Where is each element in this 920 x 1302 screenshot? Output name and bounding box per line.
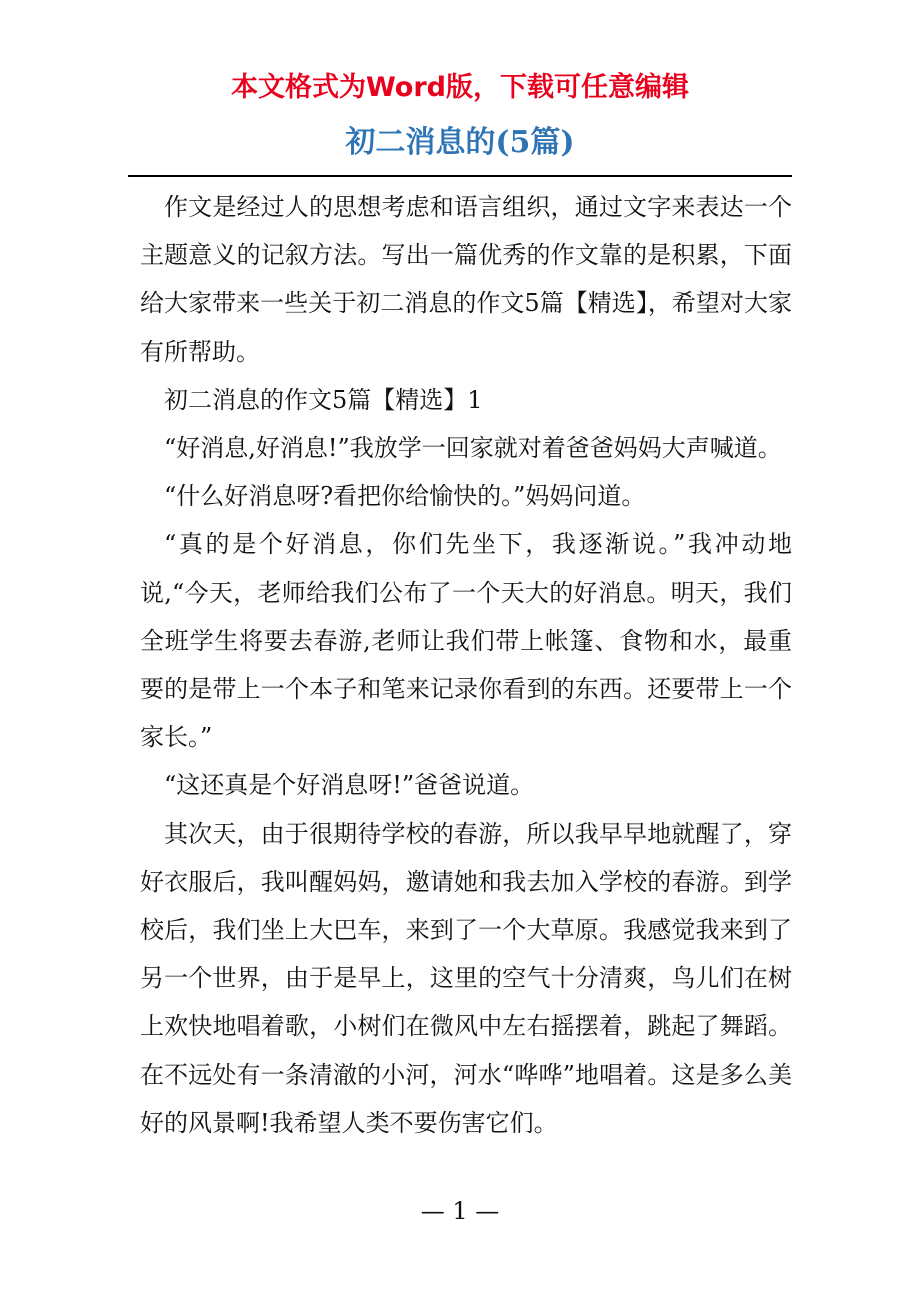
intro-paragraph: 作文是经过人的思想考虑和语言组织，通过文字来表达一个主题意义的记叙方法。写出一篇优秀的作文靠的是积累，下面给大家带来一些关于初二消息的作文5篇【精选】，希望对大家有所帮助。: [140, 193, 792, 366]
title-divider: [128, 175, 792, 177]
format-notice: 本文格式为Word版，下载可任意编辑: [230, 72, 689, 103]
document-body: [140, 183, 792, 1147]
body-paragraph: 其次天，由于很期待学校的春游，所以我早早地就醒了，穿好衣服后，我叫醒妈妈，邀请她和我去加入学校的春游。到学校后，我们坐上大巴车，来到了一个大草原。我感觉我来到了另一个世界，由于是早上，这里的空气十分清爽，鸟儿们在树上欢快地唱着歌，小树们在微风中左右摇摆着，跳起了舞蹈。在不远处有一条清澈的小河，河水“哗哗”地唱着。这是多么美好的风景啊!我希望人类不要伤害它们。: [140, 819, 792, 1137]
body-paragraph: “好消息,好消息!”我放学一回家就对着爸爸妈妈大声喊道。: [164, 434, 782, 463]
body-paragraph: “真的是个好消息，你们先坐下，我逐渐说。”我冲动地说,“今天，老师给我们公布了一个天大的好消息。明天，我们全班学生将要去春游,老师让我们带上帐篷、食物和水，最重要的是带上一个本子和笔来记录你看到的东西。还要带上一个家长。”: [140, 530, 792, 752]
document-title: 初二消息的(5篇): [345, 125, 575, 160]
page-number: — 1 —: [420, 1197, 500, 1225]
body-paragraph: “这还真是个好消息呀!”爸爸说道。: [164, 771, 535, 800]
body-paragraph: “什么好消息呀?看把你给愉快的。”妈妈问道。: [164, 482, 646, 511]
section-heading: 初二消息的作文5篇【精选】1: [164, 385, 483, 414]
